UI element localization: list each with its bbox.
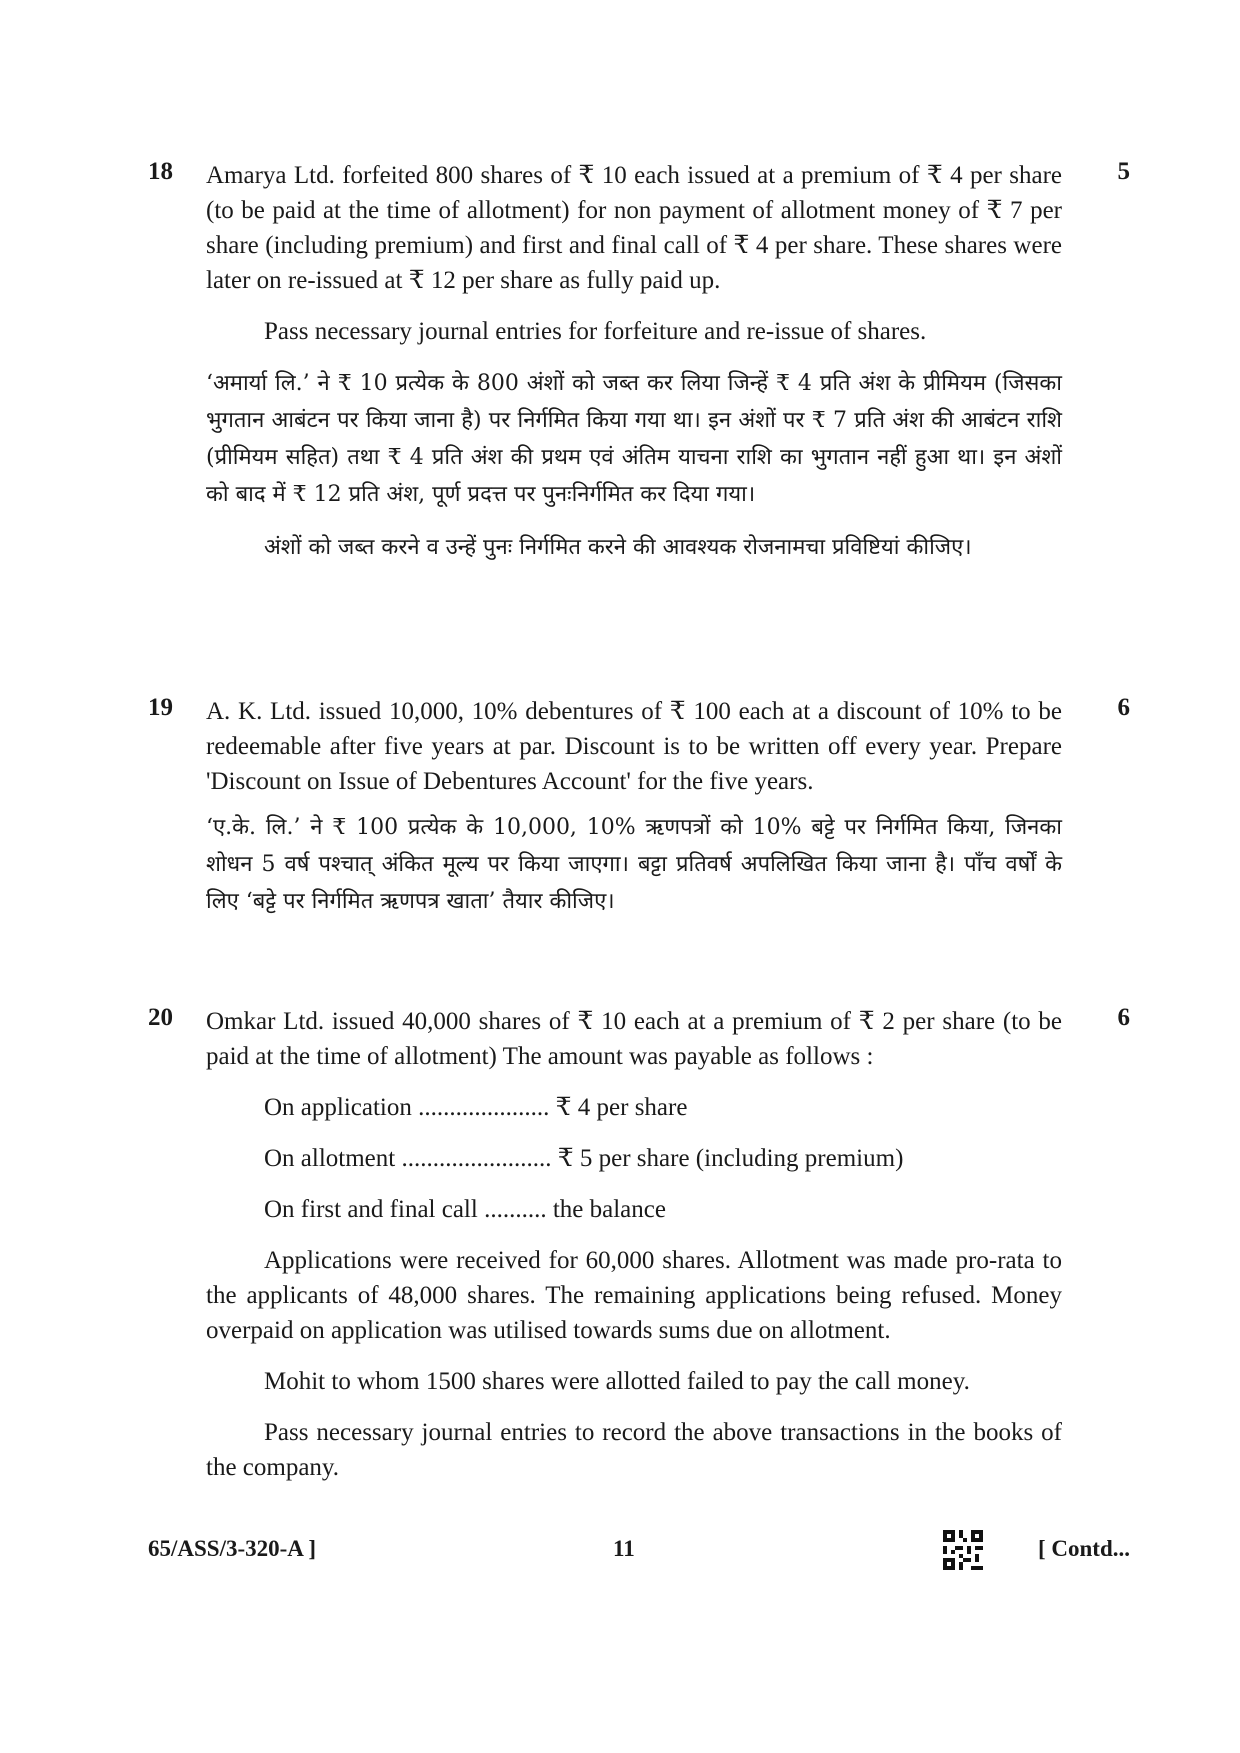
payment-schedule <box>206 1090 1062 1227</box>
continued-marker: [ Contd... <box>1037 1536 1130 1561</box>
question-20 <box>148 1004 1130 1485</box>
page-footer <box>148 1530 1130 1570</box>
question-marks: 5 <box>1117 158 1130 185</box>
question-18 <box>148 158 1130 566</box>
question-19 <box>148 694 1130 920</box>
question-text-hindi: ‘अमार्या लि.’ ने ₹ 10 प्रत्येक के 800 अंशों को जब्त कर लिया जिन्हें ₹ 4 प्रति अंश के प्रीमियम (जिसका भुगतान आबंटन पर किया जाना है) पर निर्गमित किया गया था। इन अंशों पर ₹ 7 प्रति अंश की आबंटन राशि (प्रीमियम सहित) तथा ₹ 4 प्रति अंश की प्रथम एवं अंतिम याचना राशि का भुगतान नहीं हुआ था। इन अंशों को बाद में ₹ 12 प्रति अंश, पूर्ण प्रदत्त पर पुनःनिर्गमित कर दिया गया। <box>206 371 1062 507</box>
qr-code-icon <box>943 1530 983 1570</box>
question-text-english: Omkar Ltd. issued 40,000 shares of ₹ 10 each at a premium of ₹ 2 per share (to be paid at the time of allotment) The amount was payable as follows : <box>206 1008 1062 1070</box>
paper-code: 65/ASS/3-320-A ] <box>148 1536 317 1561</box>
schedule-item-application: On application ..................... ₹ 4 per share <box>264 1094 688 1121</box>
page-number: 11 <box>613 1536 635 1561</box>
question-instruction-english: Pass necessary journal entries to record the above transactions in the books of the company. <box>206 1419 1062 1481</box>
schedule-item-allotment: On allotment ........................ ₹ 5 per share (including premium) <box>264 1145 904 1172</box>
question-paragraph: Mohit to whom 1500 shares were allotted failed to pay the call money. <box>264 1368 970 1395</box>
question-number: 20 <box>148 1004 173 1031</box>
question-number: 18 <box>148 158 173 185</box>
question-paragraph: Applications were received for 60,000 shares. Allotment was made pro-rata to the applicants of 48,000 shares. The remaining applications being refused. Money overpaid on application was utilised towards sums due on allotment. <box>206 1247 1062 1344</box>
schedule-item-call: On first and final call .......... the balance <box>264 1196 666 1223</box>
question-instruction-hindi: अंशों को जब्त करने व उन्हें पुनः निर्गमित करने की आवश्यक रोजनामचा प्रविष्टियां कीजिए। <box>264 535 972 560</box>
question-marks: 6 <box>1117 694 1130 721</box>
question-text-english: Amarya Ltd. forfeited 800 shares of ₹ 10 each issued at a premium of ₹ 4 per share (to be paid at the time of allotment) for non payment of allotment money of ₹ 7 per share (including premium) and first and final call of ₹ 4 per share. These shares were later on re-issued at ₹ 12 per share as fully paid up. <box>206 162 1062 294</box>
question-text-hindi: ‘ए.के. लि.’ ने ₹ 100 प्रत्येक के 10,000, 10% ऋणपत्रों को 10% बट्टे पर निर्गमित किया, जिनका शोधन 5 वर्ष पश्चात् अंकित मूल्य पर किया जाएगा। बट्टा प्रतिवर्ष अपलिखित किया जाना है। पाँच वर्षों के लिए ‘बट्टे पर निर्गमित ऋणपत्र खाता’ तैयार कीजिए। <box>206 815 1062 914</box>
question-text-english: A. K. Ltd. issued 10,000, 10% debentures of ₹ 100 each at a discount of 10% to be redeemable after five years at par. Discount is to be written off every year. Prepare 'Discount on Issue of Debentures Account' for the five years. <box>206 698 1062 795</box>
question-instruction-english: Pass necessary journal entries for forfeiture and re-issue of shares. <box>264 318 927 345</box>
question-marks: 6 <box>1117 1004 1130 1031</box>
question-number: 19 <box>148 694 173 721</box>
